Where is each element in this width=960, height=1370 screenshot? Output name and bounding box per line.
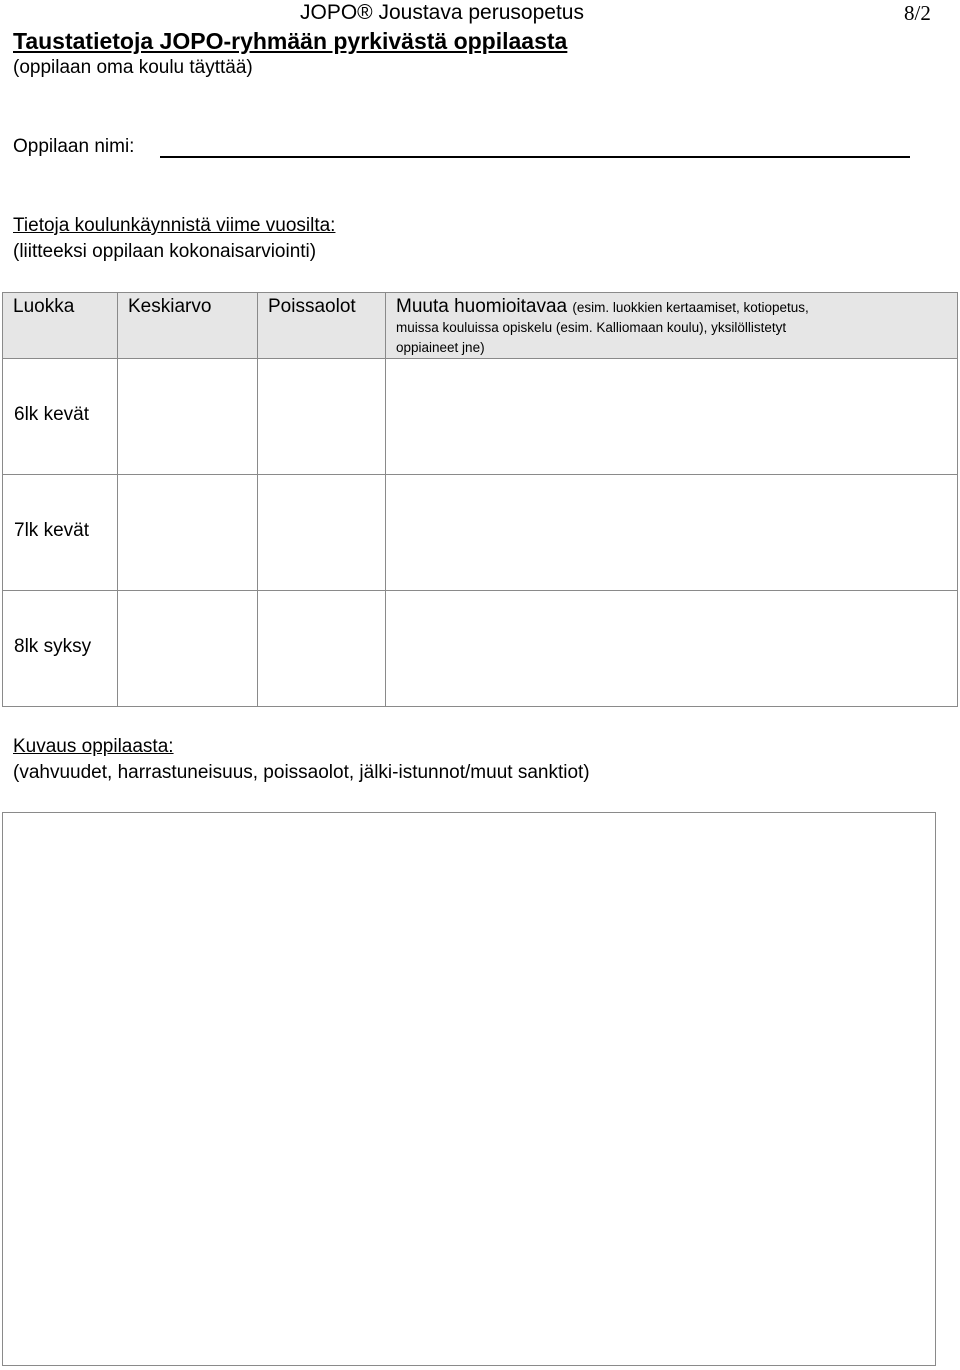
form-title: Taustatietoja JOPO-ryhmään pyrkivästä oppilaasta [13,28,568,54]
row-label: 6lk kevät [14,404,89,425]
document-header-title: JOPO® Joustava perusopetus [300,1,584,24]
row-label: 8lk syksy [14,636,92,657]
column-header-class [2,292,118,359]
cell-absences-7lk[interactable] [258,475,386,591]
school-history-heading: Tietoja koulunkäynnistä viime vuosilta: [13,215,336,236]
school-history-table [2,292,958,707]
column-header-average [118,292,258,359]
student-description-note: (vahvuudet, harrastuneisuus, poissaolot, jälki-istunnot/muut sanktiot) [13,762,590,783]
student-name-field[interactable] [160,156,910,158]
student-name-label: Oppilaan nimi: [13,136,135,157]
column-header-average-label: Keskiarvo [128,296,212,317]
table-row-label-cell [2,591,118,707]
form-subtitle: (oppilaan oma koulu täyttää) [13,57,253,78]
cell-average-7lk[interactable] [118,475,258,591]
cell-other-8lk[interactable] [386,591,958,707]
cell-absences-6lk[interactable] [258,359,386,475]
column-header-other-label [396,296,809,318]
cell-other-6lk[interactable] [386,359,958,475]
column-header-absences-label: Poissaolot [268,296,356,317]
column-header-absences [258,292,386,359]
table-row-label-cell [2,359,118,475]
column-header-other-note-line3: oppiaineet jne) [396,340,485,355]
cell-average-8lk[interactable] [118,591,258,707]
column-header-other-title: Muuta huomioitavaa [396,296,568,317]
column-header-other-note-line2: muissa kouluissa opiskelu (esim. Kalliomaan koulu), yksilöllistetyt [396,320,787,335]
column-header-other-note-line1: (esim. luokkien kertaamiset, kotiopetus, [572,300,809,315]
cell-absences-8lk[interactable] [258,591,386,707]
column-header-other [386,292,958,359]
table-row-label-cell [2,475,118,591]
cell-average-6lk[interactable] [118,359,258,475]
cell-other-7lk[interactable] [386,475,958,591]
row-label: 7lk kevät [14,520,89,541]
column-header-class-label: Luokka [13,296,75,317]
school-history-note: (liitteeksi oppilaan kokonaisarviointi) [13,241,317,262]
student-description-textbox[interactable] [2,812,936,1366]
student-description-heading: Kuvaus oppilaasta: [13,736,174,757]
page-number: 8/2 [904,1,931,25]
